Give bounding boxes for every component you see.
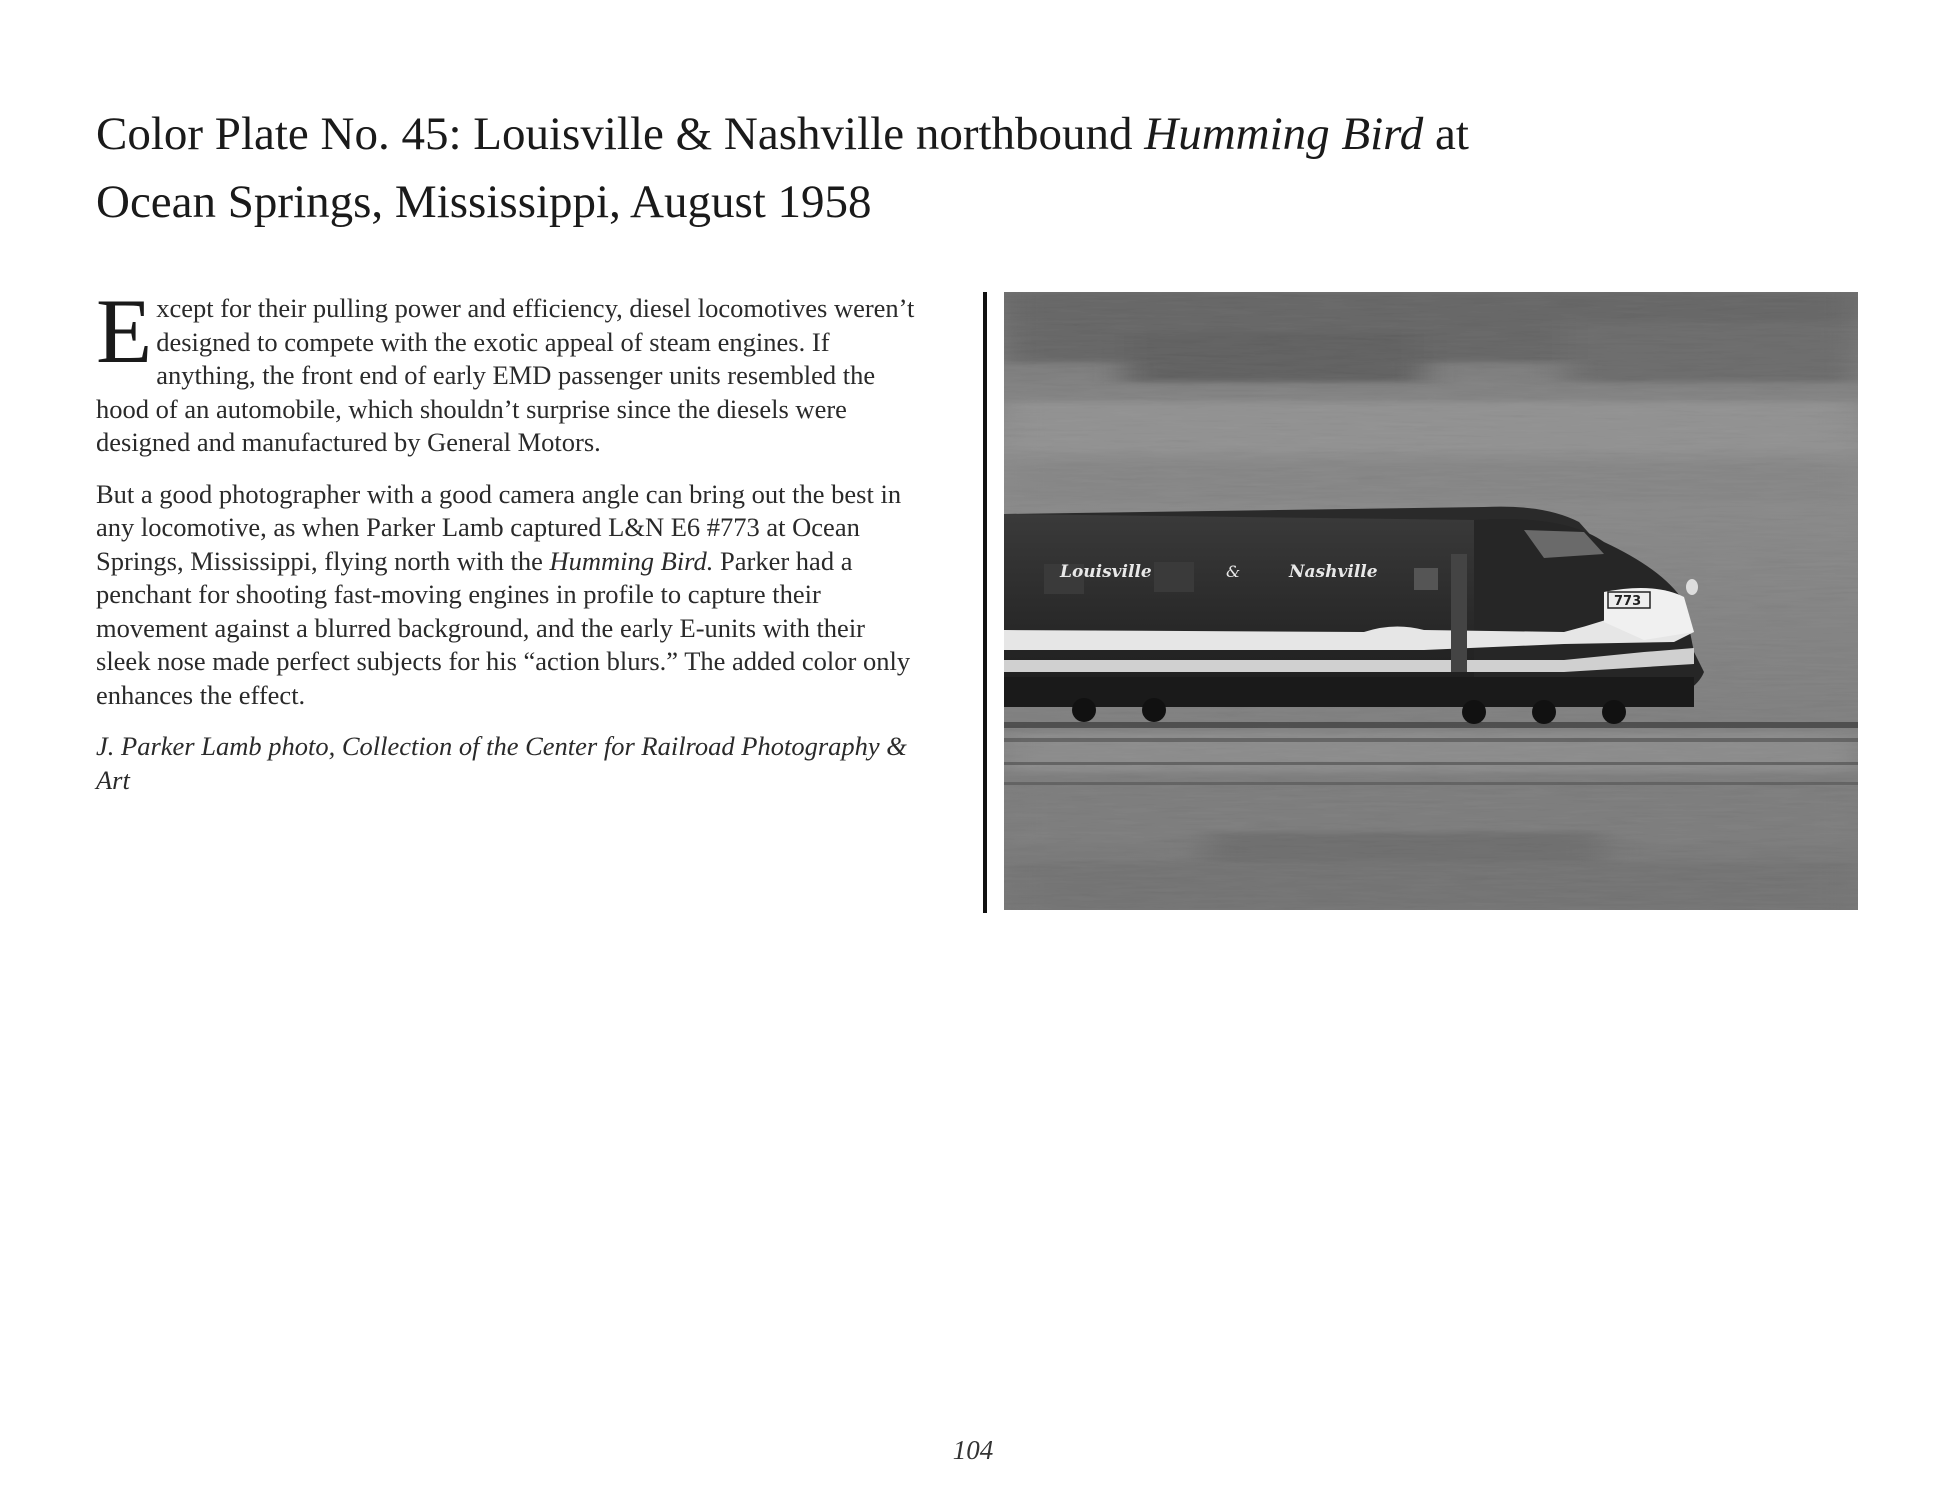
body-text-column	[96, 280, 916, 815]
title-line2: Ocean Springs, Mississippi, August 1958	[96, 176, 872, 228]
paragraph-1-text: xcept for their pulling power and efficiency, diesel locomotives weren’t designed to compete with the exotic appeal of steam engines. If anything, the front end of early EMD passenger units resembled the hood of an automobile, which shouldn’t surprise since the diesels were designed and manufactured by General Motors.	[96, 293, 915, 457]
locomotive-photo	[1004, 292, 1858, 910]
locomotive-lettering-left: Louisville	[1060, 562, 1152, 582]
locomotive-number-board: 773	[1614, 594, 1642, 609]
paragraph-2-text-a: But a good photographer with a good camera angle can bring out the best in any locomotive, as when Parker Lamb captured L&N E6 #773 at Ocean Springs, Mississippi, flying north with the	[96, 478, 902, 576]
page-number: 104	[952, 1435, 994, 1465]
paragraph-2-train-name: Humming Bird.	[549, 545, 714, 576]
paragraph-2-text-b: Parker had a penchant for shooting fast-moving engines in profile to capture their movement against a blurred background, and the early E-units with their sleek nose made perfect subjects for his “action blurs.” The added color only enhances the effect.	[96, 545, 911, 710]
locomotive-lettering-right: Nashville	[1289, 562, 1378, 582]
locomotive	[1004, 507, 1704, 724]
locomotive-lettering-ampersand: &	[1226, 562, 1241, 581]
page-title	[96, 100, 1736, 236]
paragraph-2	[96, 478, 916, 713]
title-line1-suffix: at	[1423, 108, 1469, 160]
title-train-name: Humming Bird	[1144, 108, 1424, 160]
photo-credit: J. Parker Lamb photo, Collection of the Center for Railroad Photography & Art	[96, 731, 907, 795]
drop-cap: E	[96, 280, 153, 382]
paragraph-1	[96, 280, 916, 460]
vertical-rule	[983, 292, 987, 913]
title-line1-prefix: Color Plate No. 45: Louisville & Nashville northbound	[96, 108, 1145, 160]
